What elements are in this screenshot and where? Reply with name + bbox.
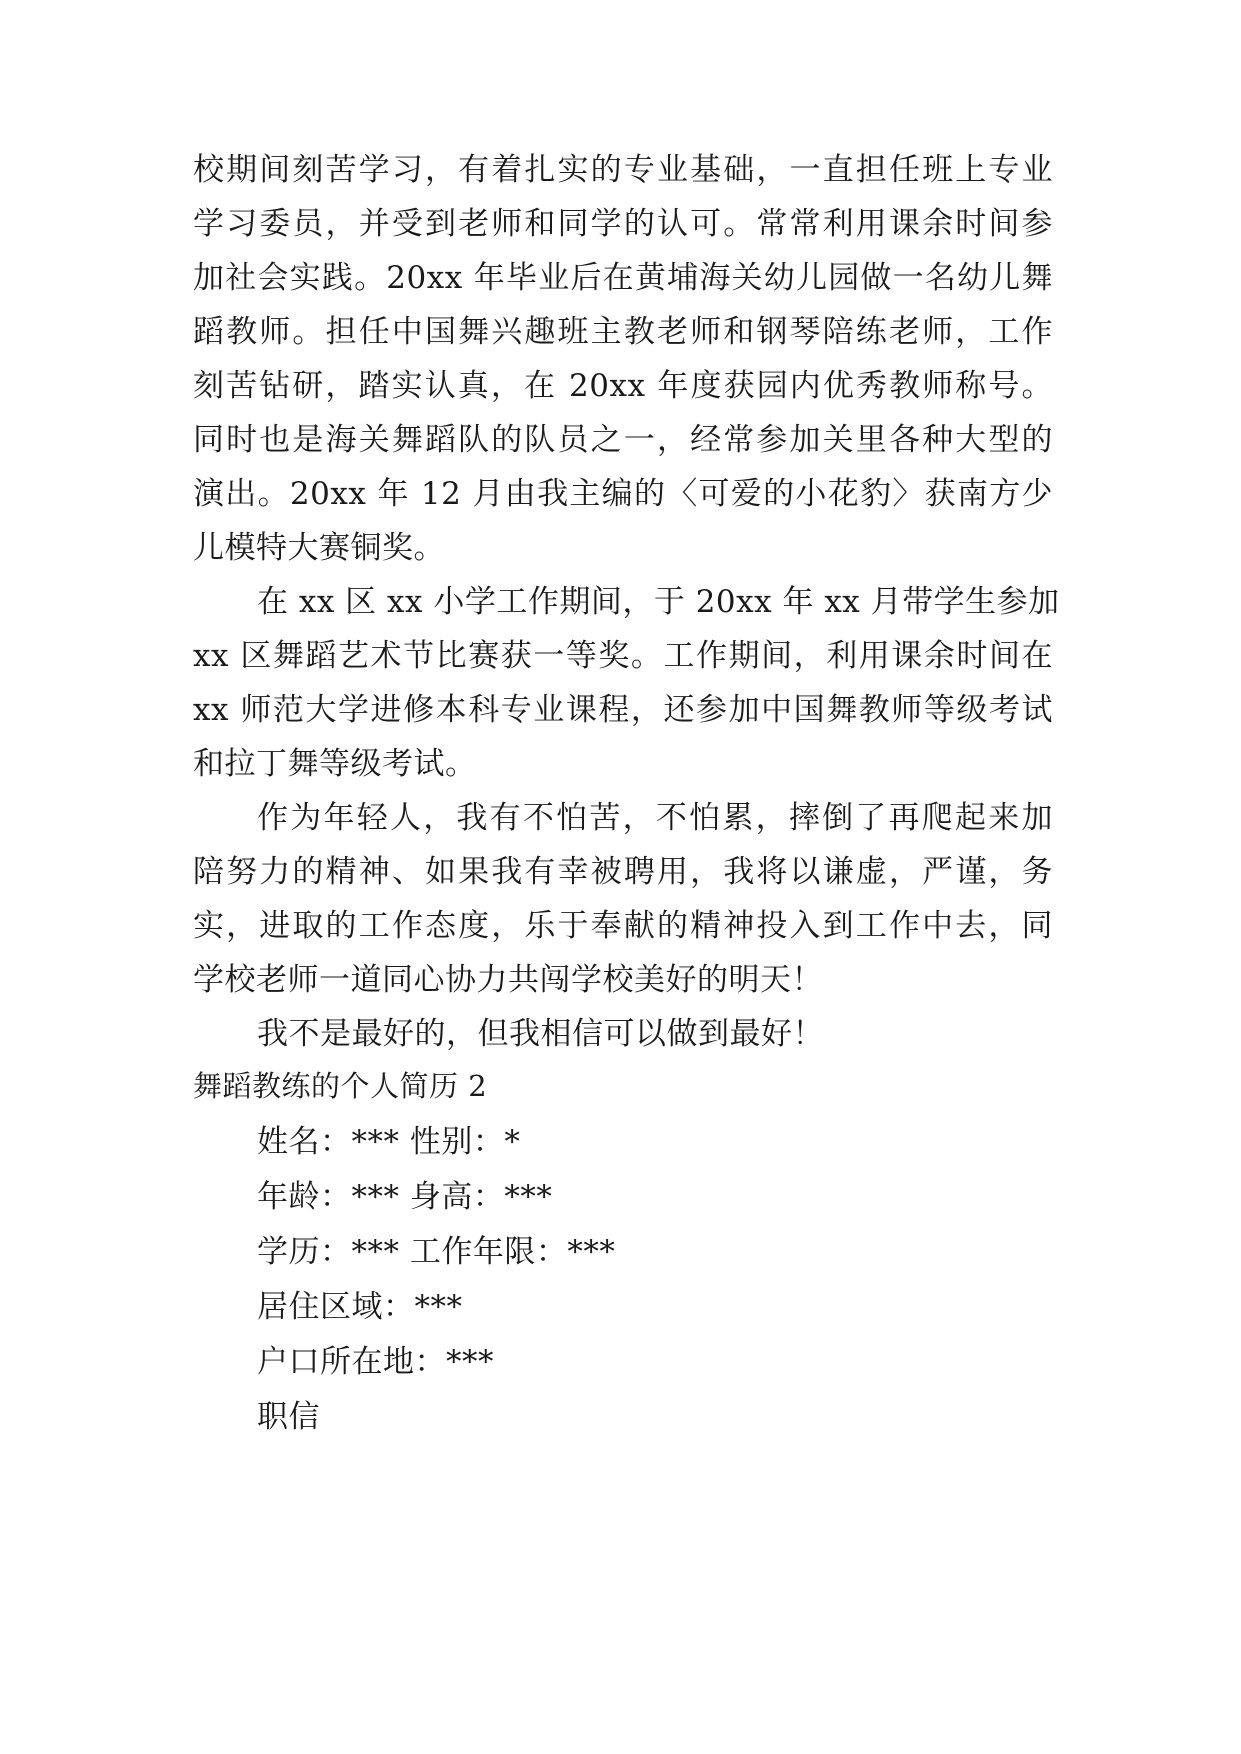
paragraph-line: 和拉丁舞等级考试。 (193, 746, 477, 782)
paragraph-line: 实，进取的工作态度，乐于奉献的精神投入到工作中去，同 (193, 908, 1053, 944)
paragraph-line: 蹈教师。担任中国舞兴趣班主教老师和钢琴陪练老师，工作 (193, 314, 1053, 350)
paragraph-line: 刻苦钻研，踏实认真，在 20xx 年度获园内优秀教师称号。 (193, 368, 1053, 404)
paragraph-line: 同时也是海关舞蹈队的队员之一，经常参加关里各种大型的 (193, 422, 1053, 458)
resume-field: 户口所在地：*** (257, 1344, 494, 1380)
paragraph-line: 校期间刻苦学习，有着扎实的专业基础，一直担任班上专业 (193, 152, 1053, 188)
resume-field: 居住区域：*** (257, 1289, 463, 1325)
paragraph-line: 加社会实践。20xx 年毕业后在黄埔海关幼儿园做一名幼儿舞 (193, 260, 1053, 296)
paragraph-line: 陪努力的精神、如果我有幸被聘用，我将以谦虚，严谨，务 (193, 854, 1053, 890)
paragraph-line: xx 师范大学进修本科专业课程，还参加中国舞教师等级考试 (193, 692, 1053, 728)
paragraph-line: 在 xx 区 xx 小学工作期间，于 20xx 年 xx 月带学生参加 (257, 584, 1060, 620)
paragraph-line: 我不是最好的，但我相信可以做到最好！ (257, 1016, 824, 1052)
paragraph-line: 作为年轻人，我有不怕苦，不怕累，摔倒了再爬起来加 (257, 800, 1053, 836)
paragraph-line: 学校老师一道同心协力共闯学校美好的明天！ (193, 962, 823, 998)
paragraph-line: 演出。20xx 年 12 月由我主编的〈可爱的小花豹〉获南方少 (193, 476, 1053, 512)
paragraph-line: 儿模特大赛铜奖。 (193, 530, 445, 566)
section-heading: 舞蹈教练的个人简历 2 (193, 1069, 488, 1103)
paragraph-line: 学习委员，并受到老师和同学的认可。常常利用课余时间参 (193, 206, 1053, 242)
resume-field: 职信 (257, 1399, 320, 1435)
resume-field: 年龄：*** 身高：*** (257, 1179, 553, 1215)
resume-field: 学历：*** 工作年限：*** (257, 1234, 616, 1270)
resume-field: 姓名：*** 性别：* (257, 1124, 521, 1160)
paragraph-line: xx 区舞蹈艺术节比赛获一等奖。工作期间，利用课余时间在 (193, 638, 1053, 674)
